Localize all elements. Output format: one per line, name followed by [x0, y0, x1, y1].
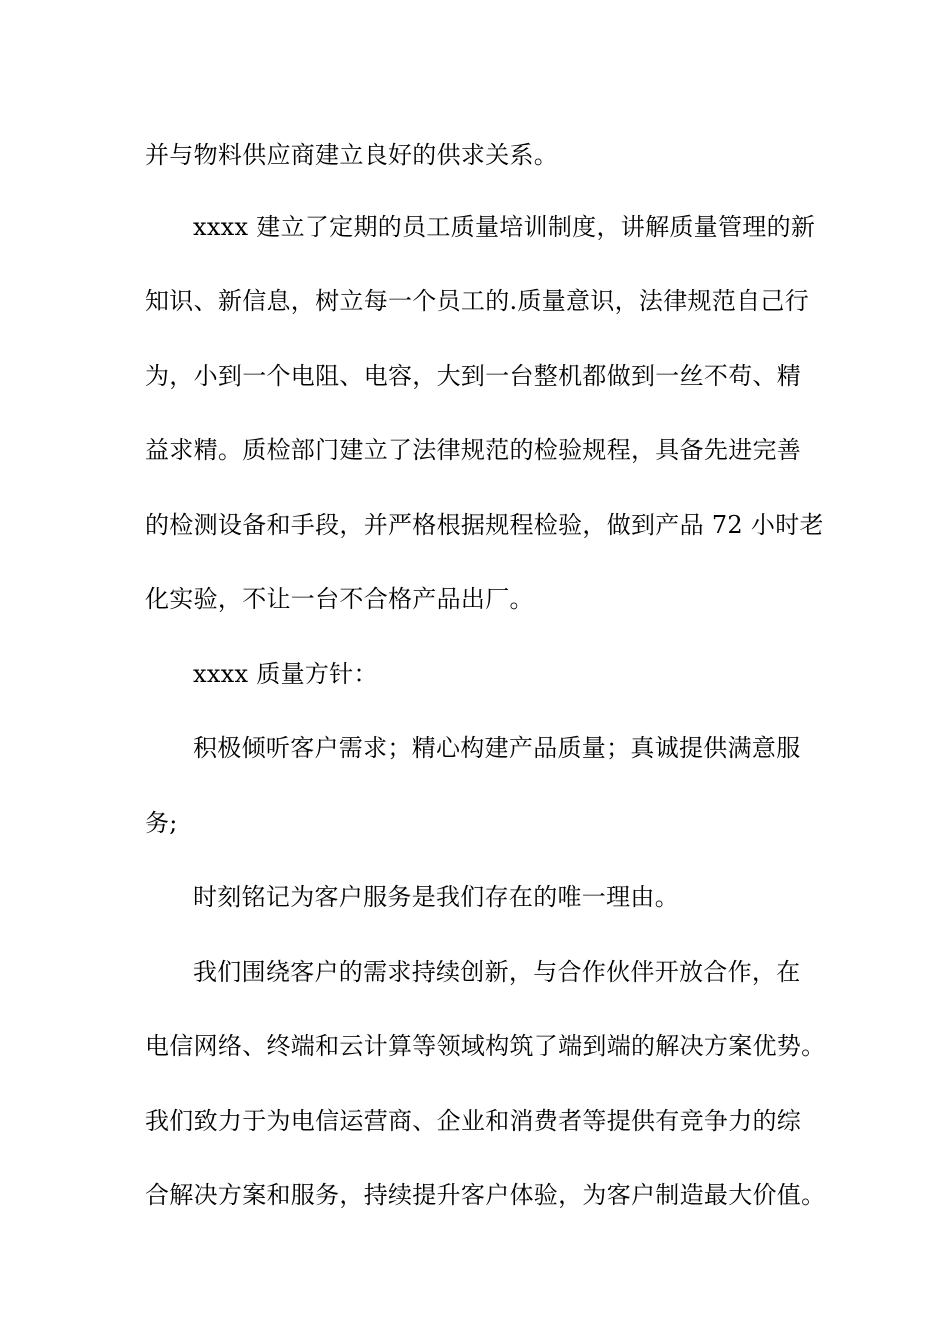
section-heading-line: xxxx 质量方针：: [193, 660, 378, 688]
text-line: 务;: [145, 809, 178, 837]
text-line: 知识、新信息，树立每一个员工的.质量意识，法律规范自己行: [145, 287, 810, 315]
text-line: 为，小到一个电阻、电容，大到一台整机都做到一丝不苟、精: [145, 362, 802, 390]
text-line: 益求精。质检部门建立了法律规范的检验规程，具备先进完善: [145, 436, 802, 464]
text-line: 化实验，不让一台不合格产品出厂。: [145, 585, 534, 613]
text-line: 我们致力于为电信运营商、企业和消费者等提供有竞争力的综: [145, 1107, 802, 1135]
text-line: 的检测设备和手段，并严格根据规程检验，做到产品 72 小时老: [145, 511, 824, 539]
paragraph-start-line: 积极倾听客户需求；精心构建产品质量；真诚提供满意服: [193, 734, 801, 762]
paragraph-start-line: 时刻铭记为客户服务是我们存在的唯一理由。: [193, 883, 679, 911]
text-line: 电信网络、终端和云计算等领域构筑了端到端的解决方案优势。: [145, 1032, 826, 1060]
paragraph-start-line: xxxx 建立了定期的员工质量培训制度，讲解质量管理的新: [193, 213, 816, 241]
paragraph-start-line: 我们围绕客户的需求持续创新，与合作伙伴开放合作，在: [193, 958, 801, 986]
text-line: 合解决方案和服务，持续提升客户体验，为客户制造最大价值。: [145, 1181, 826, 1209]
text-line: 并与物料供应商建立良好的供求关系。: [145, 141, 559, 169]
